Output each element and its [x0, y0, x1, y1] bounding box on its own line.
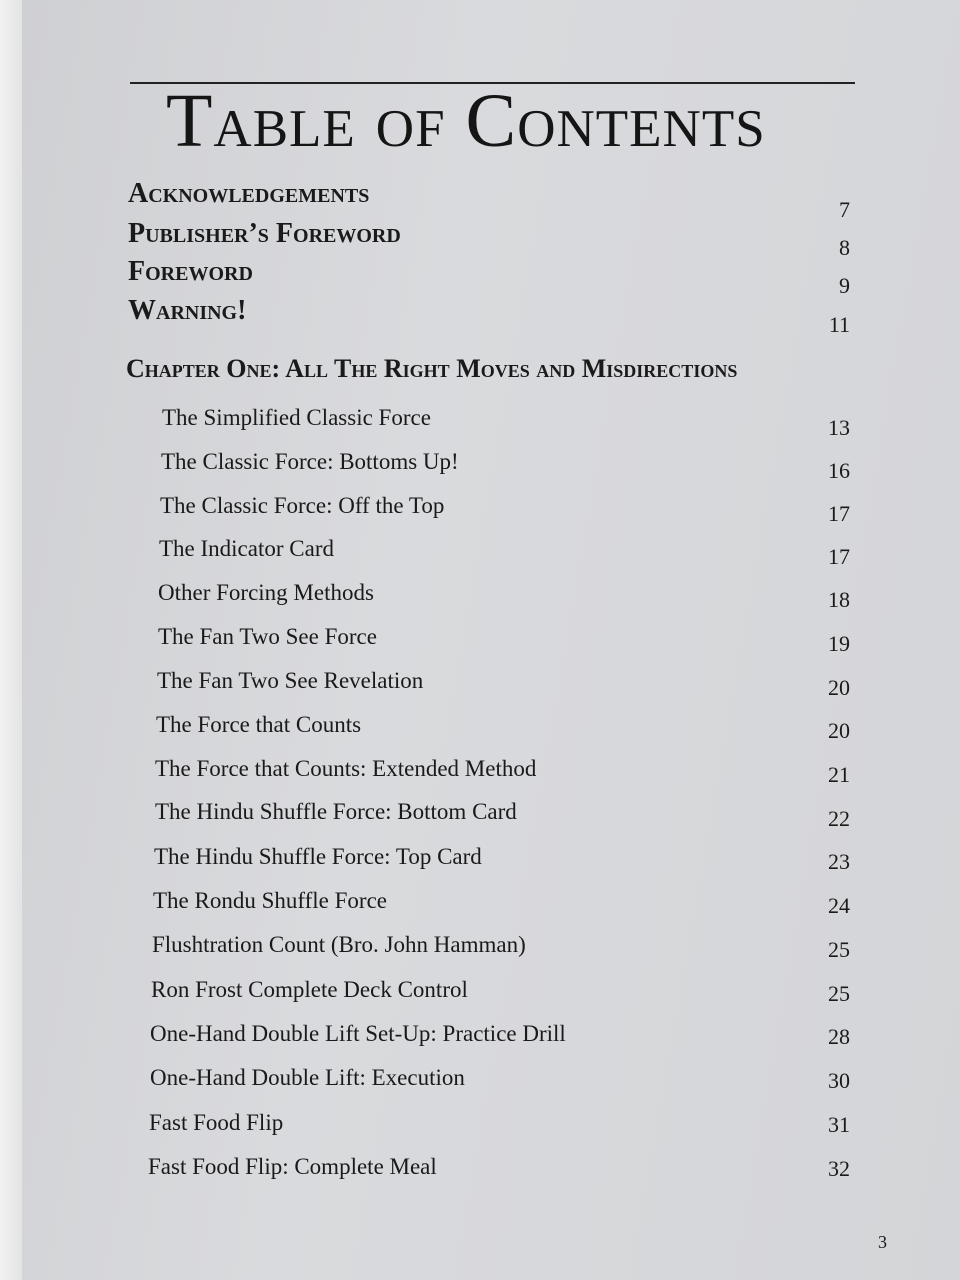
toc-entry: Ron Frost Complete Deck Control [151, 977, 468, 1002]
toc-front-page: 8 [839, 235, 850, 260]
toc-front-page: 7 [839, 197, 850, 222]
toc-entry: One-Hand Double Lift: Execution [150, 1065, 465, 1090]
toc-front-publishers-foreword: Publisher’s Foreword [128, 218, 401, 249]
toc-entry-page: 25 [828, 981, 850, 1006]
toc-entry-page: 31 [828, 1112, 850, 1137]
toc-entry-page: 30 [828, 1068, 850, 1093]
toc-entry: The Fan Two See Force [158, 624, 377, 649]
toc-entry-page: 13 [828, 415, 850, 440]
chapter-heading: Chapter One: All The Right Moves and Misdirections [126, 354, 738, 383]
toc-entry-page: 19 [828, 631, 850, 656]
toc-entry-page: 18 [828, 587, 850, 612]
toc-entry-page: 20 [828, 718, 850, 743]
toc-entry: Flushtration Count (Bro. John Hamman) [152, 932, 526, 957]
toc-entry-page: 23 [828, 849, 850, 874]
toc-entry: The Indicator Card [159, 536, 334, 561]
toc-entry: Fast Food Flip [149, 1110, 284, 1135]
adjacent-page-edge [0, 0, 22, 1280]
toc-entry: Other Forcing Methods [158, 580, 374, 605]
toc-entry-page: 20 [828, 675, 850, 700]
toc-front-foreword: Foreword [128, 256, 253, 287]
toc-entry: The Hindu Shuffle Force: Bottom Card [155, 799, 517, 824]
toc-entry: The Hindu Shuffle Force: Top Card [154, 844, 482, 869]
toc-entry: The Classic Force: Bottoms Up! [161, 449, 459, 474]
toc-entry: The Classic Force: Off the Top [160, 493, 445, 518]
toc-entry: The Rondu Shuffle Force [153, 888, 388, 913]
toc-entry: One-Hand Double Lift Set-Up: Practice Drill [150, 1021, 566, 1046]
toc-entry: The Simplified Classic Force [162, 405, 431, 430]
toc-entry-page: 24 [828, 893, 850, 918]
page-number: 3 [878, 1232, 887, 1252]
page-title: Table of Contents [166, 79, 766, 163]
toc-entry: The Fan Two See Revelation [157, 668, 424, 693]
toc-entry-page: 28 [828, 1024, 850, 1049]
toc-entry-page: 25 [828, 937, 850, 962]
toc-entry-page: 16 [828, 458, 850, 483]
toc-front-acknowledgements: Acknowledgements [128, 178, 370, 209]
toc-front-warning: Warning! [128, 295, 247, 326]
toc-front-page: 9 [839, 273, 850, 298]
toc-entry-page: 17 [828, 501, 850, 526]
toc-entry-page: 21 [828, 762, 850, 787]
toc-front-page: 11 [828, 312, 850, 337]
toc-entry-page: 22 [828, 806, 850, 831]
toc-entry-page: 17 [828, 544, 850, 569]
toc-entry: The Force that Counts [156, 712, 362, 737]
toc-entry-page: 32 [828, 1156, 850, 1181]
toc-entry: The Force that Counts: Extended Method [155, 756, 537, 781]
toc-entry: Fast Food Flip: Complete Meal [148, 1154, 437, 1179]
